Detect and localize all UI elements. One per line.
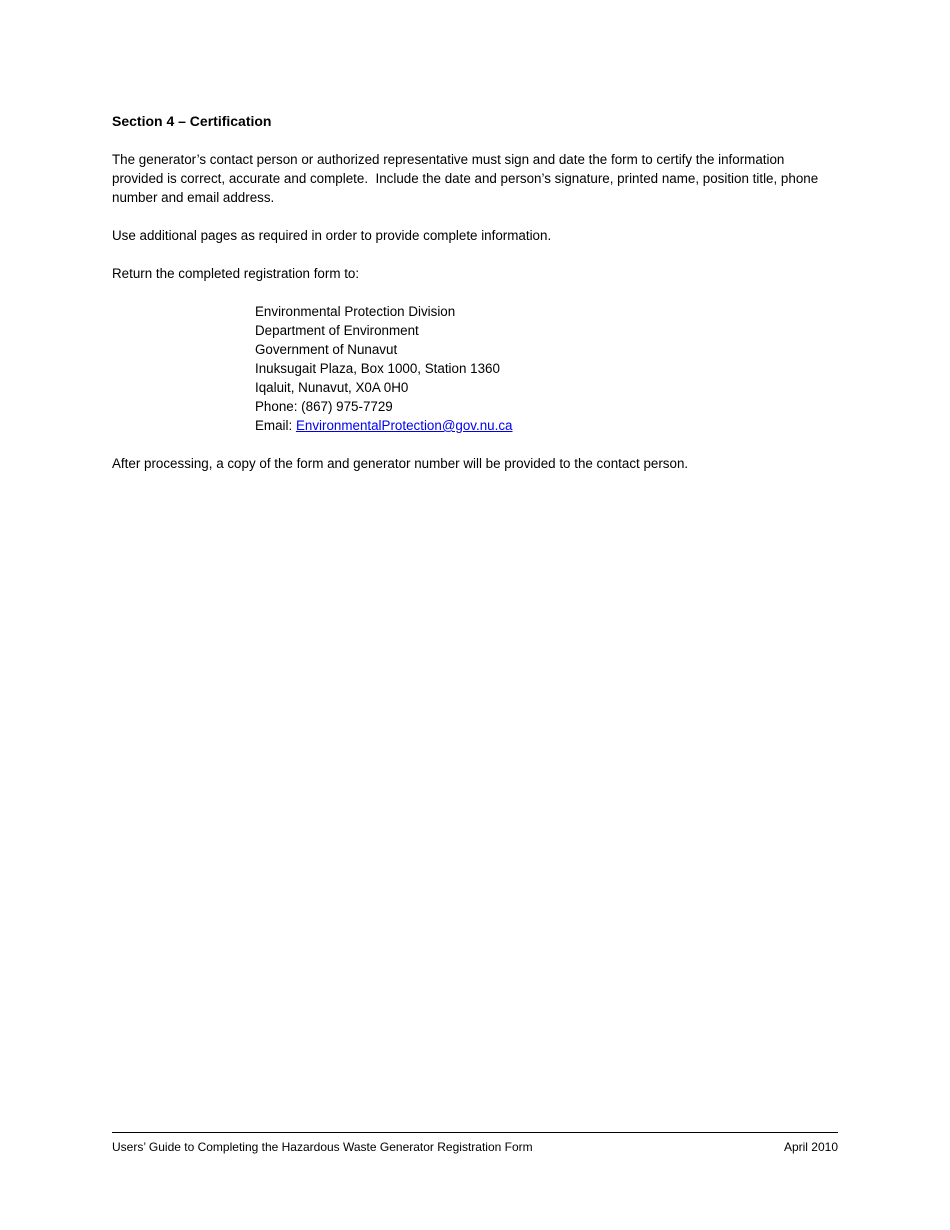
address-phone: Phone: (867) 975-7729: [255, 399, 393, 414]
address-line-department: Department of Environment: [255, 323, 419, 338]
footer-divider: [112, 1132, 838, 1133]
email-label: Email:: [255, 418, 296, 433]
footer-date: April 2010: [783, 1140, 838, 1154]
email-link[interactable]: EnvironmentalProtection@gov.nu.ca: [295, 418, 513, 433]
page-footer: [112, 1139, 838, 1155]
mailing-address: [255, 302, 838, 435]
page-content: [112, 112, 838, 492]
address-line-street: Inuksugait Plaza, Box 1000, Station 1360: [255, 361, 500, 376]
return-instructions-paragraph: Return the completed registration form to:: [112, 266, 360, 281]
address-line-government: Government of Nunavut: [255, 342, 398, 357]
processing-paragraph: After processing, a copy of the form and generator number will be provided to the contact person.: [112, 456, 689, 471]
address-email-line: [255, 416, 838, 435]
section-heading: Section 4 – Certification: [112, 113, 272, 129]
footer-document-title: Users’ Guide to Completing the Hazardous Waste Generator Registration Form: [112, 1140, 533, 1154]
certification-paragraph: The generator’s contact person or authorized representative must sign and date the form to certify the information provided is correct, accurate and complete. Include the date and person’s signature, printed name, position title, phone number and email address.: [112, 152, 819, 205]
additional-pages-paragraph: Use additional pages as required in order to provide complete information.: [112, 228, 552, 243]
address-line-city: Iqaluit, Nunavut, X0A 0H0: [255, 380, 409, 395]
address-line-division: Environmental Protection Division: [255, 304, 456, 319]
